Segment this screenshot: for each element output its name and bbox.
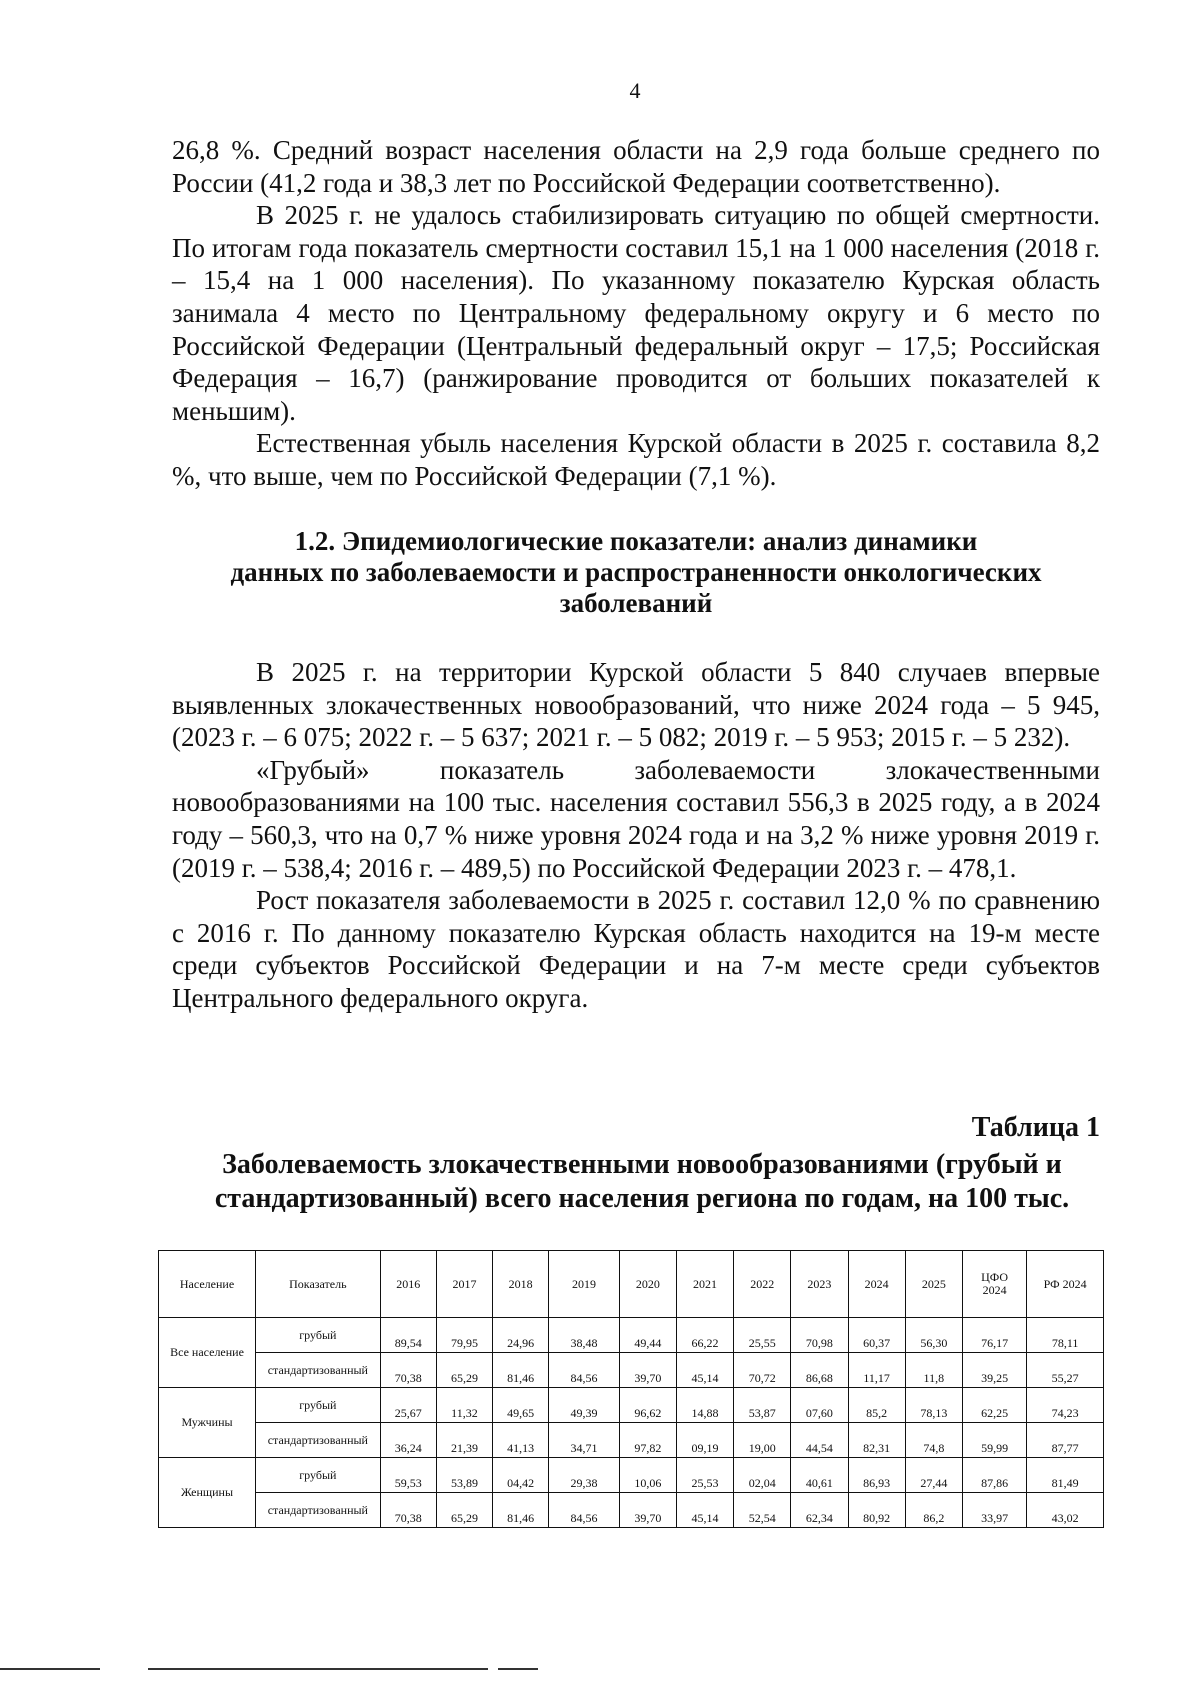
value-cell: 86,68	[791, 1353, 848, 1388]
value-cell: 84,56	[549, 1353, 619, 1388]
value-cell: 74,23	[1027, 1388, 1104, 1423]
table-header-row	[159, 1251, 1104, 1318]
header-cell: 2023	[791, 1251, 848, 1318]
value-cell: 62,34	[791, 1493, 848, 1528]
value-cell: 40,61	[791, 1458, 848, 1493]
value-cell: 39,70	[619, 1353, 676, 1388]
epidemiology-text-block	[172, 656, 1100, 1015]
table-title	[172, 1148, 1112, 1216]
value-cell: 66,22	[676, 1318, 733, 1353]
paragraph: 26,8 %. Средний возраст населения области на 2,9 года больше среднего по России (41,2 года и 38,3 лет по Российской Федерации соответственно).	[172, 135, 1100, 198]
paragraph: «Грубый» показатель заболеваемости злокачественными новообразованиями на 100 тыс. населения составил 556,3 в 2025 году, а в 2024 году – 560,3, что на 0,7 % ниже уровня 2024 года и на 3,2 % ниже уровня 2019 г. (2019 г. – 538,4; 2016 г. – 489,5) по Российской Федерации 2023 г. – 478,1.	[172, 754, 1100, 883]
value-cell: 52,54	[734, 1493, 791, 1528]
value-cell: 45,14	[676, 1493, 733, 1528]
value-cell: 14,88	[676, 1388, 733, 1423]
value-cell: 79,95	[436, 1318, 492, 1353]
header-cell: 2020	[619, 1251, 676, 1318]
value-cell: 38,48	[549, 1318, 619, 1353]
value-cell: 21,39	[436, 1423, 492, 1458]
header-cell: 2024	[848, 1251, 905, 1318]
footer-rule-segment	[498, 1668, 538, 1670]
value-cell: 34,71	[549, 1423, 619, 1458]
table-body	[159, 1318, 1104, 1528]
value-cell: 39,70	[619, 1493, 676, 1528]
value-cell: 25,67	[380, 1388, 436, 1423]
paragraph: В 2025 г. на территории Курской области 5 840 случаев впервые выявленных злокачественных новообразований, что ниже 2024 года – 5 945, (2023 г. – 6 075; 2022 г. – 5 637; 2021 г. – 5 082; 2019 г. – 5 953; 2015 г. – 5 232).	[172, 657, 1100, 753]
value-cell: 07,60	[791, 1388, 848, 1423]
value-cell: 11,32	[436, 1388, 492, 1423]
value-cell: 24,96	[493, 1318, 549, 1353]
incidence-table	[158, 1250, 1104, 1528]
header-cell: 2018	[493, 1251, 549, 1318]
table-label: Таблица 1	[971, 1112, 1100, 1143]
footer-rule	[0, 1668, 1200, 1674]
paragraph: Рост показателя заболеваемости в 2025 г. составил 12,0 % по сравнению с 2016 г. По данному показателю Курская область находится на 19-м месте среди субъектов Российской Федерации и на 7-м месте среди субъектов Центрального федерального округа.	[172, 885, 1100, 1013]
value-cell: 44,54	[791, 1423, 848, 1458]
value-cell: 25,55	[734, 1318, 791, 1353]
section-heading-line: 1.2. Эпидемиологические показатели: анализ динамики	[294, 526, 978, 556]
header-cell: Показатель	[256, 1251, 381, 1318]
value-cell: 55,27	[1027, 1353, 1104, 1388]
value-cell: 09,19	[676, 1423, 733, 1458]
value-cell: 70,38	[380, 1493, 436, 1528]
header-cell: 2019	[549, 1251, 619, 1318]
value-cell: 80,92	[848, 1493, 905, 1528]
value-cell: 60,37	[848, 1318, 905, 1353]
page-number: 4	[629, 78, 641, 103]
indicator-cell: грубый	[256, 1458, 381, 1493]
header-cell-line: ЦФО	[981, 1270, 1009, 1284]
value-cell: 96,62	[619, 1388, 676, 1423]
table-row	[159, 1353, 1104, 1388]
value-cell: 78,13	[905, 1388, 962, 1423]
value-cell: 81,49	[1027, 1458, 1104, 1493]
value-cell: 33,97	[962, 1493, 1026, 1528]
value-cell: 59,53	[380, 1458, 436, 1493]
value-cell: 49,44	[619, 1318, 676, 1353]
value-cell: 29,38	[549, 1458, 619, 1493]
header-cell	[962, 1251, 1026, 1318]
header-cell: Население	[159, 1251, 256, 1318]
table-row	[159, 1388, 1104, 1423]
value-cell: 97,82	[619, 1423, 676, 1458]
value-cell: 39,25	[962, 1353, 1026, 1388]
header-cell: 2022	[734, 1251, 791, 1318]
value-cell: 02,04	[734, 1458, 791, 1493]
value-cell: 49,65	[493, 1388, 549, 1423]
value-cell: 87,77	[1027, 1423, 1104, 1458]
header-cell: 2017	[436, 1251, 492, 1318]
indicator-cell: грубый	[256, 1318, 381, 1353]
header-cell: РФ 2024	[1027, 1251, 1104, 1318]
value-cell: 49,39	[549, 1388, 619, 1423]
indicator-cell: грубый	[256, 1388, 381, 1423]
population-cell: Женщины	[159, 1458, 256, 1528]
value-cell: 76,17	[962, 1318, 1026, 1353]
header-cell: 2016	[380, 1251, 436, 1318]
value-cell: 36,24	[380, 1423, 436, 1458]
footer-rule-segment	[148, 1668, 488, 1670]
header-cell: 2025	[905, 1251, 962, 1318]
indicator-cell: стандартизованный	[256, 1423, 381, 1458]
value-cell: 65,29	[436, 1493, 492, 1528]
value-cell: 70,38	[380, 1353, 436, 1388]
value-cell: 56,30	[905, 1318, 962, 1353]
indicator-cell: стандартизованный	[256, 1493, 381, 1528]
value-cell: 81,46	[493, 1353, 549, 1388]
header-cell: 2021	[676, 1251, 733, 1318]
value-cell: 45,14	[676, 1353, 733, 1388]
population-cell: Все население	[159, 1318, 256, 1388]
value-cell: 74,8	[905, 1423, 962, 1458]
section-heading-line: заболеваний	[559, 588, 713, 618]
value-cell: 19,00	[734, 1423, 791, 1458]
table-row	[159, 1458, 1104, 1493]
value-cell: 62,25	[962, 1388, 1026, 1423]
value-cell: 84,56	[549, 1493, 619, 1528]
value-cell: 04,42	[493, 1458, 549, 1493]
table-title-line: Заболеваемость злокачественными новообразованиями (грубый и	[222, 1149, 1062, 1180]
value-cell: 43,02	[1027, 1493, 1104, 1528]
value-cell: 87,86	[962, 1458, 1026, 1493]
value-cell: 11,8	[905, 1353, 962, 1388]
value-cell: 27,44	[905, 1458, 962, 1493]
footer-rule-segment	[0, 1668, 100, 1670]
value-cell: 59,99	[962, 1423, 1026, 1458]
section-heading-line: данных по заболеваемости и распространенности онкологических	[230, 557, 1042, 587]
header-cell-line: 2024	[982, 1283, 1007, 1297]
value-cell: 89,54	[380, 1318, 436, 1353]
intro-text-block	[172, 134, 1100, 493]
value-cell: 25,53	[676, 1458, 733, 1493]
table-row	[159, 1318, 1104, 1353]
section-heading	[172, 526, 1100, 619]
table-title-line: стандартизованный) всего населения региона по годам, на 100 тыс.	[214, 1183, 1070, 1214]
population-cell: Мужчины	[159, 1388, 256, 1458]
table-row	[159, 1423, 1104, 1458]
value-cell: 10,06	[619, 1458, 676, 1493]
paragraph: В 2025 г. не удалось стабилизировать ситуацию по общей смертности. По итогам года показатель смертности составил 15,1 на 1 000 населения (2018 г. – 15,4 на 1 000 населения). По указанному показателю Курская область занимала 4 место по Центральному федеральному округу и 6 место по Российской Федерации (Центральный федеральный округ – 17,5; Российская Федерация – 16,7) (ранжирование проводится от больших показателей к меньшим).	[172, 200, 1100, 426]
value-cell: 70,72	[734, 1353, 791, 1388]
value-cell: 85,2	[848, 1388, 905, 1423]
value-cell: 78,11	[1027, 1318, 1104, 1353]
value-cell: 41,13	[493, 1423, 549, 1458]
value-cell: 81,46	[493, 1493, 549, 1528]
value-cell: 86,93	[848, 1458, 905, 1493]
value-cell: 70,98	[791, 1318, 848, 1353]
table-row	[159, 1493, 1104, 1528]
value-cell: 53,87	[734, 1388, 791, 1423]
paragraph: Естественная убыль населения Курской области в 2025 г. составила 8,2 %, что выше, чем по Российской Федерации (7,1 %).	[172, 428, 1100, 491]
value-cell: 11,17	[848, 1353, 905, 1388]
indicator-cell: стандартизованный	[256, 1353, 381, 1388]
value-cell: 65,29	[436, 1353, 492, 1388]
value-cell: 82,31	[848, 1423, 905, 1458]
value-cell: 86,2	[905, 1493, 962, 1528]
value-cell: 53,89	[436, 1458, 492, 1493]
